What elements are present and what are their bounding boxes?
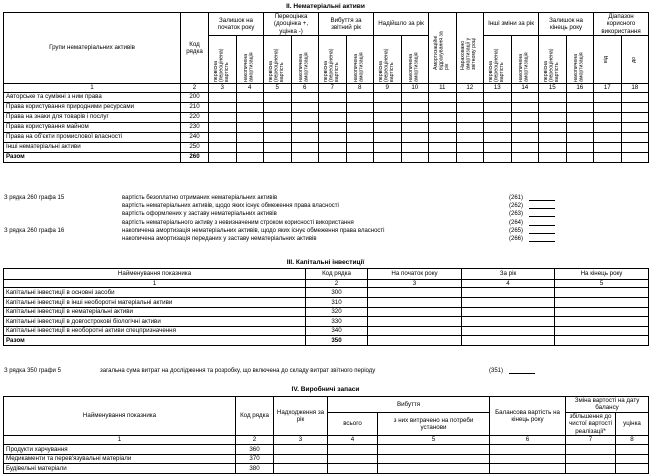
sub-value: первісна (переоцінена) вартість — [212, 48, 231, 82]
input-cell[interactable] — [511, 122, 539, 132]
input-cell[interactable] — [594, 122, 622, 132]
sub-value: первісна (переоцінена) вартість — [377, 48, 396, 82]
column-number-row: 1 2 3 4 5 6 7 8 9 10 11 12 13 14 15 16 17 18 — [4, 84, 649, 92]
input-cell[interactable] — [456, 152, 484, 162]
input-cell[interactable] — [374, 112, 402, 122]
input-cell[interactable] — [490, 454, 566, 464]
input-cell[interactable] — [555, 298, 649, 308]
input-cell[interactable] — [346, 122, 374, 132]
input-cell[interactable] — [429, 102, 457, 112]
input-cell[interactable] — [274, 454, 328, 464]
input-cell[interactable] — [346, 142, 374, 152]
input-cell[interactable] — [236, 112, 264, 122]
note-row — [4, 235, 604, 243]
col-head-code: Код рядка — [181, 13, 209, 84]
input-cell[interactable] — [566, 445, 616, 455]
row-label: Разом — [4, 336, 306, 346]
col-head-group: Групи нематеріальних активів — [4, 13, 181, 84]
input-cell[interactable] — [484, 152, 512, 162]
row-code: 200 — [181, 92, 209, 102]
input-cell[interactable] — [621, 142, 649, 152]
row-code: 330 — [306, 317, 368, 327]
note-fill-line[interactable] — [529, 208, 555, 209]
input-cell[interactable] — [374, 102, 402, 112]
sub-value: первісна (переоцінена) вартість — [322, 48, 341, 82]
input-cell[interactable] — [368, 326, 462, 336]
row-code: 210 — [181, 102, 209, 112]
row-label: Разом — [4, 152, 181, 162]
col-head-year: За рік — [462, 269, 555, 280]
row-label: Капітальні інвестиції в необоротні активи спецпризначення — [4, 326, 306, 336]
note-code: (265) — [509, 227, 524, 234]
col-head-impairment: Нараховано амортизації у звітному році — [460, 37, 478, 71]
note-text: накопичена амортизація переданих у заставу нематеріальних активів — [122, 235, 317, 242]
input-cell[interactable] — [616, 464, 649, 474]
input-cell[interactable] — [378, 464, 490, 474]
input-cell[interactable] — [401, 92, 429, 102]
input-cell[interactable] — [264, 152, 292, 162]
input-cell[interactable] — [456, 92, 484, 102]
input-cell[interactable] — [539, 112, 567, 122]
sub-amort: накопичена амортизація — [353, 52, 365, 82]
sub-increase: збільшення до чистої вартості реалізації* — [566, 412, 616, 435]
input-cell[interactable] — [539, 92, 567, 102]
row-label: Права на об'єкти промислової власності — [4, 132, 181, 142]
input-cell[interactable] — [539, 122, 567, 132]
col-head-change: Зміна вартості на дату балансу — [566, 397, 649, 413]
note-fill-line — [509, 373, 535, 374]
input-cell[interactable] — [621, 102, 649, 112]
input-cell[interactable] — [374, 92, 402, 102]
col-head-balance: Балансова вартість на кінець року — [490, 397, 566, 436]
input-cell[interactable] — [346, 92, 374, 102]
note-lead: З рядка 260 графа 16 — [4, 227, 65, 234]
input-cell[interactable] — [209, 132, 237, 142]
input-cell[interactable] — [566, 122, 594, 132]
input-cell[interactable] — [319, 122, 347, 132]
note-text: накопичена амортизація нематеріальних активів, щодо яких існує обмеження права власності — [122, 227, 385, 234]
input-cell[interactable] — [274, 445, 328, 455]
input-cell[interactable] — [484, 122, 512, 132]
input-cell[interactable] — [511, 112, 539, 122]
input-cell[interactable] — [401, 132, 429, 142]
row-code: 250 — [181, 142, 209, 152]
row-code: 310 — [306, 298, 368, 308]
input-cell[interactable] — [401, 122, 429, 132]
col-head-end: Залишок на кінець року — [539, 13, 594, 36]
sub-amort: накопичена амортизація — [243, 52, 255, 82]
input-cell[interactable] — [429, 92, 457, 102]
row-code: 360 — [236, 445, 274, 455]
note-code: (351) — [489, 368, 504, 374]
input-cell[interactable] — [368, 288, 462, 298]
sub-value: первісна (переоцінена) вартість — [542, 48, 561, 82]
input-cell[interactable] — [511, 132, 539, 142]
input-cell[interactable] — [429, 142, 457, 152]
input-cell[interactable] — [566, 102, 594, 112]
sub-markdown: уцінка — [616, 412, 649, 435]
col-head-name: Найменування показника — [4, 397, 236, 436]
row-code: 370 — [236, 454, 274, 464]
table-row — [4, 132, 649, 142]
input-cell[interactable] — [462, 336, 555, 346]
note-code: (261) — [509, 195, 524, 201]
input-cell[interactable] — [462, 307, 555, 317]
row-label: Авторське та суміжні з ним права — [4, 92, 181, 102]
input-cell[interactable] — [511, 102, 539, 112]
note-row — [4, 227, 604, 235]
input-cell[interactable] — [594, 132, 622, 142]
input-cell[interactable] — [209, 112, 237, 122]
input-cell[interactable] — [566, 132, 594, 142]
input-cell[interactable] — [539, 142, 567, 152]
note-code: (263) — [509, 211, 524, 218]
row-code: 300 — [306, 288, 368, 298]
row-label: Будівельні матеріали — [4, 464, 236, 474]
input-cell[interactable] — [566, 454, 616, 464]
input-cell[interactable] — [555, 288, 649, 298]
input-cell[interactable] — [346, 112, 374, 122]
input-cell[interactable] — [264, 122, 292, 132]
sub-value: первісна (переоцінена) вартість — [487, 48, 506, 82]
note-fill-line[interactable] — [529, 225, 555, 226]
input-cell[interactable] — [209, 102, 237, 112]
table-row — [4, 445, 649, 455]
input-cell[interactable] — [594, 92, 622, 102]
input-cell[interactable] — [555, 317, 649, 327]
column-number-row: 1 2 3 4 5 6 7 8 — [4, 436, 649, 445]
input-cell[interactable] — [319, 92, 347, 102]
input-cell[interactable] — [374, 152, 402, 162]
table-row — [4, 336, 649, 346]
input-cell[interactable] — [319, 132, 347, 142]
input-cell[interactable] — [456, 122, 484, 132]
section-4-title: IV. Виробничі запаси — [291, 386, 360, 393]
note-text: вартість нематеріальних активів, щодо яких існує обмеження права власності — [122, 203, 339, 210]
sub-amort: накопичена амортизація — [298, 52, 310, 82]
row-code: 380 — [236, 464, 274, 474]
input-cell[interactable] — [429, 132, 457, 142]
input-cell[interactable] — [374, 132, 402, 142]
input-cell[interactable] — [511, 92, 539, 102]
input-cell[interactable] — [401, 152, 429, 162]
input-cell[interactable] — [594, 152, 622, 162]
row-label: Капітальні інвестиції в основні засоби — [4, 288, 306, 298]
input-cell[interactable] — [621, 112, 649, 122]
input-cell[interactable] — [555, 326, 649, 336]
input-cell[interactable] — [319, 112, 347, 122]
input-cell[interactable] — [616, 454, 649, 464]
input-cell[interactable] — [378, 445, 490, 455]
input-cell[interactable] — [236, 132, 264, 142]
input-cell[interactable] — [236, 142, 264, 152]
sub-need: з них витрачено на потреби установи — [378, 412, 490, 435]
input-cell[interactable] — [236, 92, 264, 102]
note-text: загальна сума витрат на дослідження та розробку, що включена до складу витрат звітного періоду — [100, 368, 376, 374]
input-cell[interactable] — [490, 464, 566, 474]
input-cell[interactable] — [209, 92, 237, 102]
row-label: Медикаменти та перев'язувальні матеріали — [4, 454, 236, 464]
input-cell[interactable] — [401, 112, 429, 122]
input-cell[interactable] — [594, 112, 622, 122]
note-code: (264) — [509, 219, 524, 226]
row-code: 350 — [306, 336, 368, 346]
col-head-end: На кінець року — [555, 269, 649, 280]
row-code: 260 — [181, 152, 209, 162]
input-cell[interactable] — [346, 132, 374, 142]
table-row — [4, 464, 649, 474]
input-cell[interactable] — [319, 142, 347, 152]
input-cell[interactable] — [374, 142, 402, 152]
input-cell[interactable] — [264, 112, 292, 122]
input-cell[interactable] — [368, 317, 462, 327]
note-row — [4, 202, 604, 210]
input-cell[interactable] — [429, 152, 457, 162]
section-2-title: II. Нематеріальні активи — [286, 3, 365, 10]
row-label: Капітальні інвестиції в інші необоротні матеріальні активи — [4, 298, 306, 308]
note-fill-line[interactable] — [529, 241, 555, 242]
col-head-received: Надходження за рік — [274, 397, 328, 436]
input-cell[interactable] — [401, 102, 429, 112]
table-row — [4, 307, 649, 317]
note-fill-line[interactable] — [529, 233, 555, 234]
table-row — [4, 298, 649, 308]
input-cell[interactable] — [566, 142, 594, 152]
input-cell[interactable] — [429, 112, 457, 122]
input-cell[interactable] — [511, 152, 539, 162]
input-cell[interactable] — [236, 102, 264, 112]
note-text: вартість безоплатно отриманих нематеріальних активів — [122, 195, 278, 201]
sub-amort: накопичена амортизація — [518, 52, 530, 82]
input-cell[interactable] — [462, 288, 555, 298]
input-cell[interactable] — [368, 298, 462, 308]
input-cell[interactable] — [555, 307, 649, 317]
input-cell[interactable] — [236, 122, 264, 132]
input-cell[interactable] — [539, 152, 567, 162]
input-cell[interactable] — [209, 152, 237, 162]
input-cell[interactable] — [209, 122, 237, 132]
row-label: Права користування природними ресурсами — [4, 102, 181, 112]
intangible-assets-table — [3, 12, 649, 163]
table-row — [4, 288, 649, 298]
sub-from: від — [603, 56, 610, 64]
col-head-code: Код рядка — [306, 269, 368, 280]
col-head-amortized: Амортизаційні відрахування за рік — [432, 31, 451, 71]
input-cell[interactable] — [319, 152, 347, 162]
input-cell[interactable] — [346, 152, 374, 162]
input-cell[interactable] — [621, 92, 649, 102]
note-lead: З рядка 260 графа 15 — [4, 195, 65, 201]
table-row — [4, 326, 649, 336]
input-cell[interactable] — [566, 92, 594, 102]
input-cell[interactable] — [490, 445, 566, 455]
input-cell[interactable] — [374, 122, 402, 132]
row-label: Капітальні інвестиції в нематеріальні активи — [4, 307, 306, 317]
input-cell[interactable] — [401, 142, 429, 152]
note-code: (262) — [509, 203, 524, 210]
row-code: 240 — [181, 132, 209, 142]
input-cell[interactable] — [291, 112, 319, 122]
input-cell[interactable] — [264, 102, 292, 112]
note-fill-line[interactable] — [529, 216, 555, 217]
row-label: Інші нематеріальні активи — [4, 142, 181, 152]
input-cell[interactable] — [484, 102, 512, 112]
input-cell[interactable] — [264, 142, 292, 152]
input-cell[interactable] — [484, 142, 512, 152]
input-cell[interactable] — [616, 445, 649, 455]
input-cell[interactable] — [328, 445, 378, 455]
section-3-title: III. Капітальні інвестиції — [286, 259, 365, 266]
input-cell[interactable] — [291, 102, 319, 112]
note-code: (266) — [509, 235, 524, 242]
sub-amort: накопичена амортизація — [408, 52, 420, 82]
input-cell[interactable] — [291, 92, 319, 102]
input-cell[interactable] — [291, 142, 319, 152]
input-cell[interactable] — [456, 102, 484, 112]
input-cell[interactable] — [319, 102, 347, 112]
input-cell[interactable] — [346, 102, 374, 112]
row-label: Продукти харчування — [4, 445, 236, 455]
note-fill-line[interactable] — [529, 200, 555, 201]
note-row — [4, 210, 604, 218]
input-cell[interactable] — [462, 317, 555, 327]
column-number-row: 1 2 3 4 5 — [4, 280, 649, 288]
input-cell[interactable] — [456, 132, 484, 142]
col-head-reval: Переоцінка (дооцінка +, уцінка -) — [264, 13, 319, 36]
input-cell[interactable] — [621, 122, 649, 132]
sub-total: всього — [328, 412, 378, 435]
col-head-start: На початок року — [368, 269, 462, 280]
col-head-other: Інші зміни за рік — [484, 13, 539, 36]
input-cell[interactable] — [328, 454, 378, 464]
row-label: Права користування майном — [4, 122, 181, 132]
row-label: Права на знаки для товарів і послуг — [4, 112, 181, 122]
table-row — [4, 152, 649, 162]
note-lead: З рядка 350 графи 5 — [4, 368, 61, 374]
input-cell[interactable] — [484, 132, 512, 142]
input-cell[interactable] — [484, 112, 512, 122]
input-cell[interactable] — [264, 132, 292, 142]
col-head-name: Найменування показника — [4, 269, 306, 280]
note-row — [4, 194, 604, 202]
note-row — [4, 219, 604, 227]
table-row — [4, 142, 649, 152]
input-cell[interactable] — [539, 102, 567, 112]
note-text: вартість оформлених у заставу нематеріальних активів — [122, 211, 277, 218]
input-cell[interactable] — [594, 102, 622, 112]
row-code: 320 — [306, 307, 368, 317]
input-cell[interactable] — [368, 307, 462, 317]
input-cell[interactable] — [456, 142, 484, 152]
input-cell[interactable] — [462, 298, 555, 308]
section-2-notes — [4, 194, 604, 243]
row-label: Капітальні інвестиції в довгострокові біологічні активи — [4, 317, 306, 327]
input-cell[interactable] — [511, 142, 539, 152]
input-cell[interactable] — [539, 132, 567, 142]
input-cell[interactable] — [566, 464, 616, 474]
sub-to: до — [630, 56, 637, 63]
input-cell[interactable] — [462, 326, 555, 336]
input-cell[interactable] — [291, 132, 319, 142]
capital-investments-table — [3, 268, 649, 346]
input-cell[interactable] — [236, 152, 264, 162]
input-cell[interactable] — [274, 464, 328, 474]
col-head-range: Діапазон корисного використання — [594, 13, 649, 36]
input-cell[interactable] — [621, 132, 649, 142]
sub-amort: накопичена амортизація — [573, 52, 585, 82]
input-cell[interactable] — [368, 336, 462, 346]
input-cell[interactable] — [378, 454, 490, 464]
input-cell[interactable] — [484, 92, 512, 102]
input-cell[interactable] — [456, 112, 484, 122]
table-row — [4, 102, 649, 112]
note-text: вартість нематеріального активу з невизначеним строком корисності використання — [122, 219, 354, 226]
inventories-table — [3, 396, 649, 474]
table-row — [4, 92, 649, 102]
table-row — [4, 317, 649, 327]
row-code: 230 — [181, 122, 209, 132]
col-head-received: Надійшло за рік — [374, 13, 429, 36]
input-cell[interactable] — [291, 122, 319, 132]
input-cell[interactable] — [594, 142, 622, 152]
table-row — [4, 454, 649, 464]
row-code: 340 — [306, 326, 368, 336]
input-cell[interactable] — [291, 152, 319, 162]
col-head-code: Код рядка — [236, 397, 274, 436]
col-head-disposed: Вибуття за звітний рік — [319, 13, 374, 36]
input-cell[interactable] — [429, 122, 457, 132]
col-head-start: Залишок на початок року — [209, 13, 264, 36]
table-row — [4, 112, 649, 122]
input-cell[interactable] — [566, 152, 594, 162]
input-cell[interactable] — [621, 152, 649, 162]
col-head-disposed: Вибуття — [328, 397, 490, 413]
input-cell[interactable] — [555, 336, 649, 346]
table-row — [4, 122, 649, 132]
input-cell[interactable] — [209, 142, 237, 152]
sub-value: первісна (переоцінена) вартість — [267, 48, 286, 82]
input-cell[interactable] — [328, 464, 378, 474]
input-cell[interactable] — [264, 92, 292, 102]
row-code: 220 — [181, 112, 209, 122]
section-3-note — [4, 367, 604, 375]
input-cell[interactable] — [566, 112, 594, 122]
